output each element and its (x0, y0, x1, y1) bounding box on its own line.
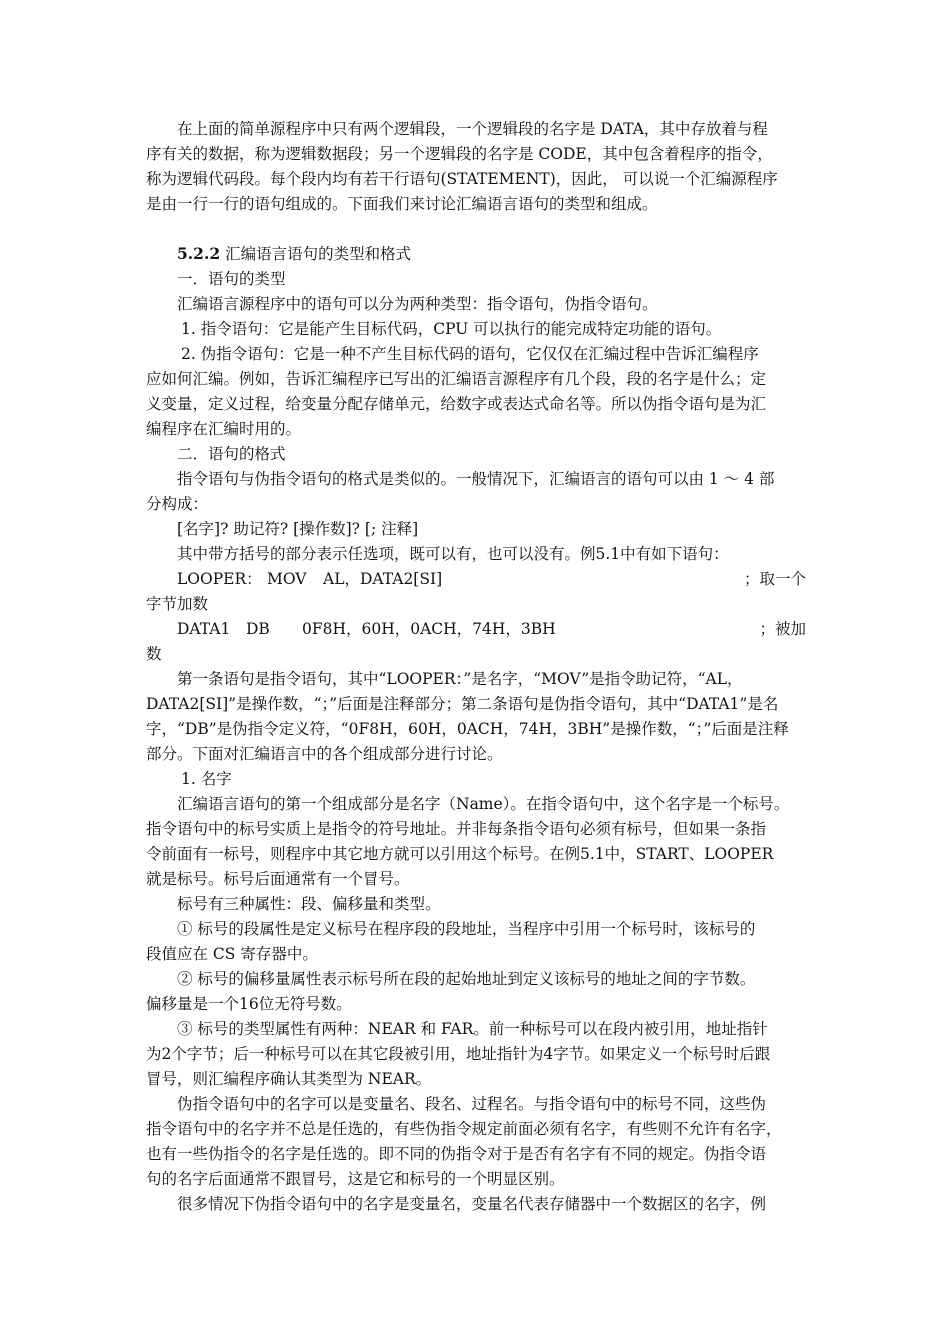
code-operands: AL，DATA2[SI] (323, 570, 443, 588)
code-mnemonic: DB (246, 620, 270, 638)
paragraph-line: 很多情况下伪指令语句中的名字是变量名，变量名代表存储器中一个数据区的名字，例 (177, 1195, 767, 1213)
paragraph-line: 冒号，则汇编程序确认其类型为 NEAR。 (146, 1070, 432, 1088)
paragraph-line: 是由一行一行的语句组成的。下面我们来讨论汇编语言语句的类型和组成。 (146, 195, 658, 213)
section-heading (177, 242, 806, 266)
paragraph-line: 字节加数 (146, 595, 209, 613)
paragraph-line: 在上面的简单源程序中只有两个逻辑段，一个逻辑段的名字是 DATA，其中存放着与程 (177, 120, 768, 138)
paragraph-line: 应如何汇编。例如，告诉汇编程序已写出的汇编语言源程序有几个段，段的名字是什么；定 (146, 370, 767, 388)
paragraph-line: DATA2[SI]”是操作数，“；”后面是注释部分；第二条语句是伪指令语句，其中“DATA1”是名 (146, 695, 779, 713)
list-item: 1. 指令语句：它是能产生目标代码，CPU 可以执行的能完成特定功能的语句。 (181, 320, 722, 338)
paragraph-line: 也有一些伪指令的名字是任选的。即不同的伪指令对于是否有名字有不同的规定。伪指令语 (146, 1145, 767, 1163)
paragraph-line: 义变量，定义过程，给变量分配存储单元，给数字或表达式命名等。所以伪指令语句是为汇 (146, 395, 767, 413)
paragraph-line: 标号有三种属性：段、偏移量和类型。 (177, 895, 441, 913)
section-number: 5.2.2 (177, 244, 221, 263)
paragraph-line: 汇编语言源程序中的语句可以分为两种类型：指令语句，伪指令语句。 (177, 295, 658, 313)
subheading: 二．语句的格式 (177, 445, 286, 463)
code-comment: ；被加 (759, 620, 806, 638)
paragraph-line: ② 标号的偏移量属性表示标号所在段的起始地址到定义该标号的地址之间的字节数。 (177, 970, 756, 988)
paragraph-line: 数 (146, 645, 162, 663)
paragraph-line: 就是标号。标号后面通常有一个冒号。 (146, 870, 410, 888)
paragraph-line: 句的名字后面通常不跟冒号，这是它和标号的一个明显区别。 (146, 1170, 565, 1188)
list-item: 2. 伪指令语句：它是一种不产生目标代码的语句，它仅仅在汇编过程中告诉汇编程序 (181, 345, 759, 363)
paragraph-line: ③ 标号的类型属性有两种：NEAR 和 FAR。前一种标号可以在段内被引用，地址指针 (177, 1020, 768, 1038)
paragraph-line: 为2个字节；后一种标号可以在其它段被引用，地址指针为4字节。如果定义一个标号时后跟 (146, 1045, 771, 1063)
paragraph-line: ① 标号的段属性是定义标号在程序段的段地址，当程序中引用一个标号时，该标号的 (177, 920, 756, 938)
subheading: 一．语句的类型 (177, 270, 286, 288)
paragraph-line: 部分。下面对汇编语言中的各个组成部分进行讨论。 (146, 745, 503, 763)
paragraph-line: 偏移量是一个16位无符号数。 (146, 995, 352, 1013)
code-example-1 (177, 567, 806, 591)
code-label: DATA1 (177, 620, 231, 638)
paragraph-line: 指令语句中的名字并不总是任选的，有些伪指令规定前面必须有名字，有些则不允许有名字， (146, 1120, 782, 1138)
paragraph-line: 第一条语句是指令语句，其中“LOOPER：”是名字，“MOV”是指令助记符，“AL， (177, 670, 743, 688)
paragraph-line: 分构成： (146, 495, 209, 513)
subheading: 1. 名字 (181, 770, 232, 788)
code-label: LOOPER： (177, 570, 262, 588)
code-example-2 (177, 617, 806, 641)
paragraph-line: 指令语句与伪指令语句的格式是类似的。一般情况下，汇编语言的语句可以由 1 ～ 4 部 (177, 470, 775, 488)
paragraph-line: 其中带方括号的部分表示任选项，既可以有，也可以没有。例5.1中有如下语句： (177, 545, 729, 563)
paragraph-line: 令前面有一标号，则程序中其它地方就可以引用这个标号。在例5.1中，START、LOOPER (146, 845, 774, 863)
section-title: 汇编语言语句的类型和格式 (225, 245, 412, 263)
code-mnemonic: MOV (267, 570, 307, 588)
paragraph-line: 编程序在汇编时用的。 (146, 420, 302, 438)
paragraph-line: 指令语句中的标号实质上是指令的符号地址。并非每条指令语句必须有标号，但如果一条指 (146, 820, 767, 838)
code-comment: ；取一个 (743, 570, 806, 588)
paragraph-line: 汇编语言语句的第一个组成部分是名字（Name）。在指令语句中，这个名字是一个标号。 (177, 795, 790, 813)
syntax-line: [名字]? 助记符? [操作数]? [; 注释] (177, 520, 419, 538)
paragraph-line: 称为逻辑代码段。每个段内均有若干行语句(STATEMENT)，因此， 可以说一个汇编源程序 (146, 170, 778, 188)
code-operands: 0F8H，60H，0ACH，74H，3BH (302, 620, 556, 638)
paragraph-line: 序有关的数据，称为逻辑数据段；另一个逻辑段的名字是 CODE，其中包含着程序的指令， (146, 145, 773, 163)
paragraph-line: 伪指令语句中的名字可以是变量名、段名、过程名。与指令语句中的标号不同，这些伪 (177, 1095, 767, 1113)
paragraph-line: 字，“DB”是伪指令定义符，“0F8H，60H，0ACH，74H，3BH”是操作数，“；”后面是注释 (146, 720, 789, 738)
paragraph-line: 段值应在 CS 寄存器中。 (146, 945, 318, 963)
